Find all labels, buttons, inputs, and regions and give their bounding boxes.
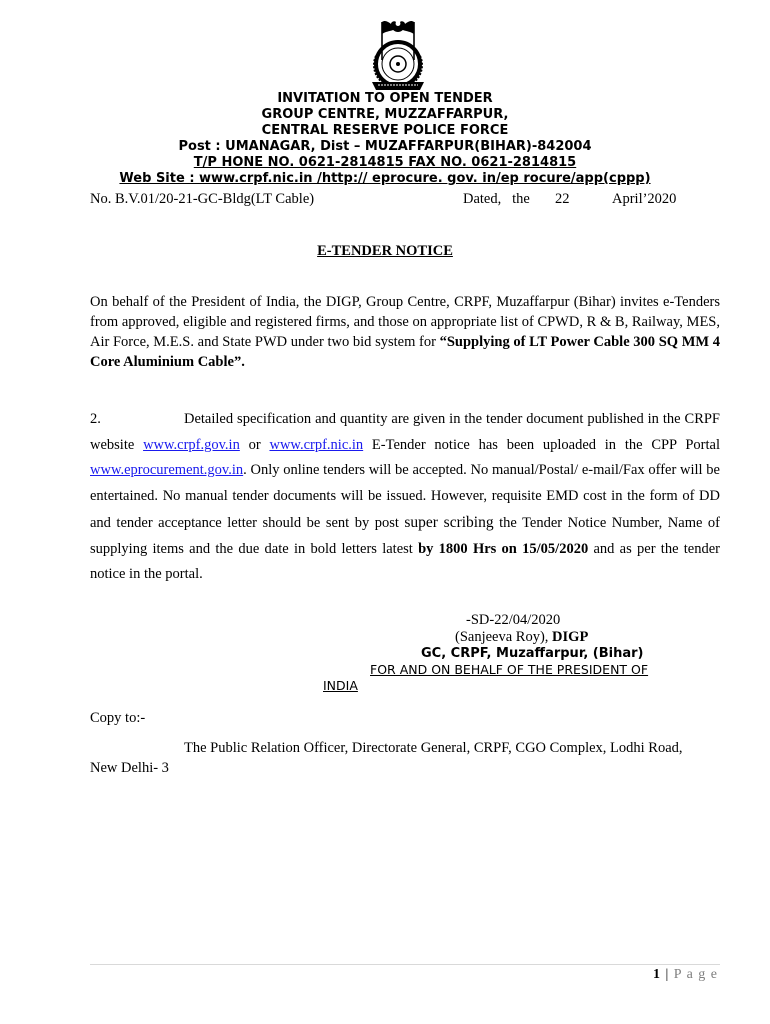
details-text-2: or [239,436,270,453]
footer-divider [90,964,720,965]
page-label: P a g e [673,967,718,982]
details-text-4: . Only online tenders will be accepted. No manual/Postal/ e-mail/Fax offer will be entertained. No manual tender documents will be issued. However, requisite EMD cost in the form of DD and tender acceptance letter should be sent by post [90,462,720,531]
header-force: CENTRAL RESERVE POLICE FORCE [261,123,509,138]
copy-to-recipient-city: New Delhi- 3 [90,760,169,776]
link-crpf-nic[interactable]: www.crpf.nic.in [269,436,364,453]
page-number [653,967,718,983]
dated-day: 22 [555,191,570,207]
signature-sd: -SD-22/04/2020 [466,612,561,628]
page-number-separator: | [660,967,674,982]
invitation-text: On behalf of the President of India, the DIGP, Group Centre, CRPF, Muzaffarpur (Bihar) invites e-Tenders from approved, eligible and registered firms, and those on appropriate list of CPWD, R & B, Railway, MES, Air Force, M.E.S. and State PWD under two bid system for [90,294,720,350]
details-text-superscribing: super scribing [404,513,494,531]
header-website: Web Site : www.crpf.nic.in /http:// eprocure. gov. in/ep rocure/app(cppp) [119,171,651,186]
signatory-name: (Sanjeeva Roy), [455,629,553,645]
reference-number: No. B.V.01/20-21-GC-Bldg(LT Cable) [90,191,315,207]
header-title: INVITATION TO OPEN TENDER [277,91,493,106]
link-crpf-gov[interactable]: www.crpf.gov.in [143,436,240,453]
header-group-centre: GROUP CENTRE, MUZZAFFARPUR, [261,107,509,122]
details-text-1: Detailed specification and quantity are given in the tender document published in the CRPF website [90,411,720,453]
notice-title: E-TENDER NOTICE [317,243,453,259]
copy-to-recipient: The Public Relation Officer, Directorate General, CRPF, CGO Complex, Lodhi Road, [184,740,683,756]
para-number: 2. [90,411,101,427]
crpf-emblem-icon [360,16,436,94]
header-address: Post : UMANAGAR, Dist – MUZAFFARPUR(BIHAR)-842004 [178,139,592,154]
link-eprocurement[interactable]: www.eprocurement.gov.in [90,462,244,479]
details-text-3: E-Tender notice has been uploaded in the CPP Portal [363,436,720,453]
signatory-designation: DIGP [552,629,589,645]
dated-label: Dated, the [463,191,530,207]
details-text-6: and as per the tender notice in the portal. [90,540,720,583]
page-number-value: 1 [652,967,661,982]
signature-office: GC, CRPF, Muzaffarpur, (Bihar) [421,646,644,661]
on-behalf-line-2: INDIA [323,678,358,693]
invitation-item: “Supplying of LT Power Cable 300 SQ MM 4 Core Aluminium Cable”. [90,334,720,370]
due-date: by 1800 Hrs on 15/05/2020 [418,540,589,557]
header-phone: T/P HONE NO. 0621-2814815 FAX NO. 0621-2814815 [193,155,577,170]
dated-month-year: April’2020 [612,191,677,207]
signature-name [455,629,588,646]
paragraph-invitation [90,292,720,372]
details-text-5: the Tender Notice Number, Name of supplying items and the due date in bold letters latest [90,514,720,557]
paragraph-details [90,407,720,588]
on-behalf-line-1: FOR AND ON BEHALF OF THE PRESIDENT OF [370,662,649,677]
copy-to-label: Copy to:- [90,710,146,726]
